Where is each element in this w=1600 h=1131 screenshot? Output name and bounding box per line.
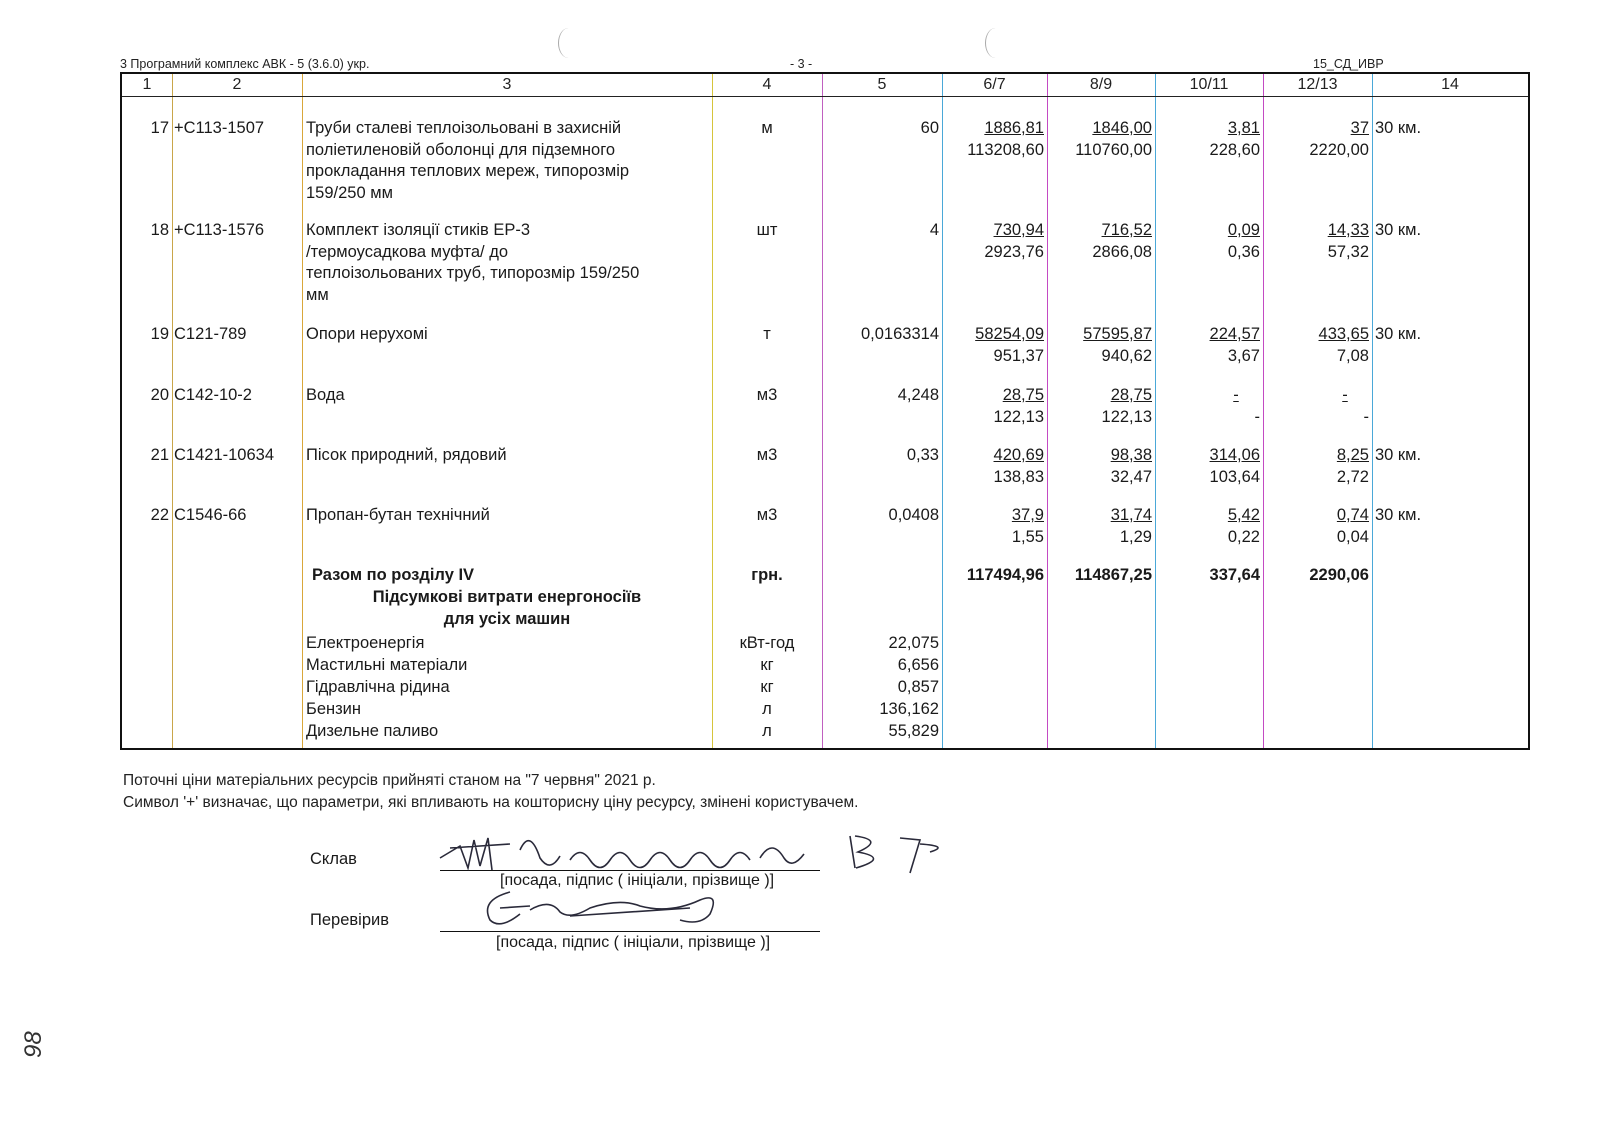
- resource-code: +С113-1576: [174, 221, 265, 239]
- signature-caption: [посада, підпис ( ініціали, прізвище )]: [500, 872, 775, 889]
- header-divider: [122, 96, 1528, 97]
- column-header-5: 5: [877, 76, 887, 93]
- section-total-unit: грн.: [751, 566, 783, 584]
- price-col-12-13: 0,74 0,04: [1336, 506, 1369, 546]
- price-col-6-7: 37,9 1,55: [1011, 506, 1044, 546]
- row-number: 19: [150, 325, 169, 343]
- energy-name: Електроенергія: [306, 634, 425, 652]
- column-divider: [172, 74, 173, 748]
- energy-name: Гідравлічна рідина: [306, 678, 450, 696]
- energy-unit: кг: [760, 656, 774, 674]
- section-total-10-11: 337,64: [1209, 566, 1260, 584]
- price-col-10-11: 0,09 0,36: [1227, 221, 1260, 261]
- quantity: 0,33: [906, 446, 939, 464]
- resource-code: +С113-1507: [174, 119, 265, 137]
- energy-unit: л: [762, 700, 772, 718]
- row-number: 22: [150, 506, 169, 524]
- transport-distance: 30 км.: [1375, 221, 1422, 239]
- resource-name-line: Опори нерухомі: [306, 325, 428, 343]
- transport-distance: 30 км.: [1375, 119, 1422, 137]
- price-col-8-9: 57595,87 940,62: [1083, 325, 1152, 365]
- price-col-8-9: 98,38 32,47: [1110, 446, 1152, 486]
- energy-value: 22,075: [888, 634, 939, 652]
- quantity: 0,0408: [888, 506, 939, 524]
- row-number: 21: [150, 446, 169, 464]
- quantity: 4: [929, 221, 939, 239]
- energy-name: Мастильні матеріали: [306, 656, 468, 674]
- resource-name-line: Труби сталеві теплоізольовані в захисній: [306, 119, 622, 137]
- section-total-6-7: 117494,96: [966, 566, 1044, 584]
- resource-table: [120, 72, 1530, 750]
- price-col-6-7: 1886,81 113208,60: [967, 119, 1044, 159]
- transport-distance: 30 км.: [1375, 325, 1422, 343]
- energy-unit: кг: [760, 678, 774, 696]
- energy-name: Дизельне паливо: [306, 722, 439, 740]
- price-col-12-13: - -: [1342, 386, 1369, 426]
- transport-distance: 30 км.: [1375, 446, 1422, 464]
- resource-code: С1546-66: [174, 506, 247, 524]
- margin-page-note: 98: [20, 1031, 47, 1058]
- energy-unit: л: [762, 722, 772, 740]
- resource-name-line: теплоізольованих труб, типорозмір 159/250: [306, 264, 640, 282]
- price-col-6-7: 730,94 2923,76: [984, 221, 1044, 261]
- section-total-12-13: 2290,06: [1309, 566, 1369, 584]
- price-col-10-11: 314,06 103,64: [1209, 446, 1260, 486]
- signature-caption: [посада, підпис ( ініціали, прізвище )]: [496, 934, 771, 951]
- column-header-1: 1: [142, 76, 152, 93]
- resource-name-line: Пропан-бутан технічний: [306, 506, 490, 524]
- energy-value: 55,829: [888, 722, 939, 740]
- scan-artifact: [558, 28, 579, 58]
- price-col-6-7: 28,75 122,13: [993, 386, 1044, 426]
- resource-name-line: поліетиленовій оболонці для підземного: [306, 140, 616, 159]
- resource-name-line: мм: [306, 285, 329, 304]
- energy-value: 136,162: [879, 700, 939, 718]
- resource-name: [306, 445, 710, 467]
- energy-name: Бензин: [306, 700, 362, 718]
- price-col-10-11: 224,57 3,67: [1209, 325, 1260, 365]
- transport-distance: 30 км.: [1375, 506, 1422, 524]
- page-number: - 3 -: [790, 57, 813, 71]
- price-date-note: Поточні ціни матеріальних ресурсів прийняті станом на "7 червня" 2021 р.: [123, 772, 656, 789]
- composed-by-label: Склав: [310, 850, 357, 868]
- resource-code: С1421-10634: [174, 446, 274, 464]
- column-header-2: 2: [232, 76, 242, 93]
- price-col-8-9: 31,74 1,29: [1110, 506, 1152, 546]
- scan-artifact: [985, 28, 1006, 58]
- unit: м3: [756, 386, 778, 404]
- unit: шт: [756, 221, 778, 239]
- resource-name-line: 159/250 мм: [306, 183, 393, 202]
- resource-name-line: Комплект ізоляції стиків ЕР-3: [306, 221, 531, 239]
- resource-code: С121-789: [174, 325, 247, 343]
- resource-name: [306, 505, 710, 527]
- column-header-8-9: 8/9: [1089, 76, 1113, 93]
- unit: м3: [756, 506, 778, 524]
- row-number: 18: [150, 221, 169, 239]
- resource-name: [306, 118, 710, 204]
- price-col-6-7: 58254,09 951,37: [975, 325, 1044, 365]
- price-col-12-13: 433,65 7,08: [1318, 325, 1369, 365]
- quantity: 60: [920, 119, 939, 137]
- column-header-10-11: 10/11: [1189, 76, 1229, 93]
- price-col-8-9: 716,52 2866,08: [1092, 221, 1152, 261]
- column-divider: [1372, 74, 1373, 748]
- price-col-10-11: 3,81 228,60: [1209, 119, 1260, 159]
- resource-name: [306, 324, 710, 346]
- row-number: 17: [150, 119, 169, 137]
- column-divider: [302, 74, 303, 748]
- price-col-6-7: 420,69 138,83: [993, 446, 1044, 486]
- quantity: 0,0163314: [861, 325, 939, 343]
- price-col-10-11: - -: [1233, 386, 1260, 426]
- handwritten-signature-checked: [470, 880, 750, 940]
- plus-symbol-note: Символ '+' визначає, що параметри, які впливають на кошторисну ціну ресурсу, змінені користувачем.: [123, 794, 859, 811]
- energy-unit: кВт-год: [739, 634, 795, 652]
- resource-name-line: Пісок природний, рядовий: [306, 446, 507, 464]
- column-header-3: 3: [502, 76, 512, 93]
- price-col-8-9: 1846,00 110760,00: [1075, 119, 1152, 159]
- column-header-4: 4: [762, 76, 772, 93]
- energy-value: 0,857: [897, 678, 939, 696]
- resource-name: [306, 385, 710, 407]
- price-col-12-13: 8,25 2,72: [1336, 446, 1369, 486]
- checked-by-label: Перевірив: [310, 911, 389, 929]
- energy-summary-subtitle: для усіх машин: [443, 610, 571, 628]
- energy-value: 6,656: [897, 656, 939, 674]
- resource-name-line: /термоусадкова муфта/ до: [306, 242, 509, 261]
- price-col-8-9: 28,75 122,13: [1101, 386, 1152, 426]
- section-total-8-9: 114867,25: [1074, 566, 1152, 584]
- column-header-12-13: 12/13: [1297, 76, 1338, 93]
- energy-summary-title: Підсумкові витрати енергоносіїв: [372, 588, 642, 606]
- price-col-10-11: 5,42 0,22: [1227, 506, 1260, 546]
- section-total-label: Разом по розділу IV: [312, 566, 475, 584]
- resource-name: [306, 220, 710, 306]
- row-number: 20: [150, 386, 169, 404]
- quantity: 4,248: [897, 386, 939, 404]
- unit: т: [763, 325, 771, 343]
- column-header-14: 14: [1441, 76, 1459, 93]
- unit: м: [761, 119, 773, 137]
- resource-name-line: прокладання теплових мереж, типорозмір: [306, 162, 630, 180]
- column-header-6-7: 6/7: [983, 76, 1006, 93]
- document-code: 15_СД_ИВР: [1313, 57, 1384, 71]
- unit: м3: [756, 446, 778, 464]
- resource-code: С142-10-2: [174, 386, 252, 404]
- software-header: 3 Програмний комплекс АВК - 5 (3.6.0) укр.: [120, 57, 370, 71]
- price-col-12-13: 37 2220,00: [1309, 119, 1369, 159]
- resource-name-line: Вода: [306, 386, 345, 404]
- price-col-12-13: 14,33 57,32: [1327, 221, 1369, 261]
